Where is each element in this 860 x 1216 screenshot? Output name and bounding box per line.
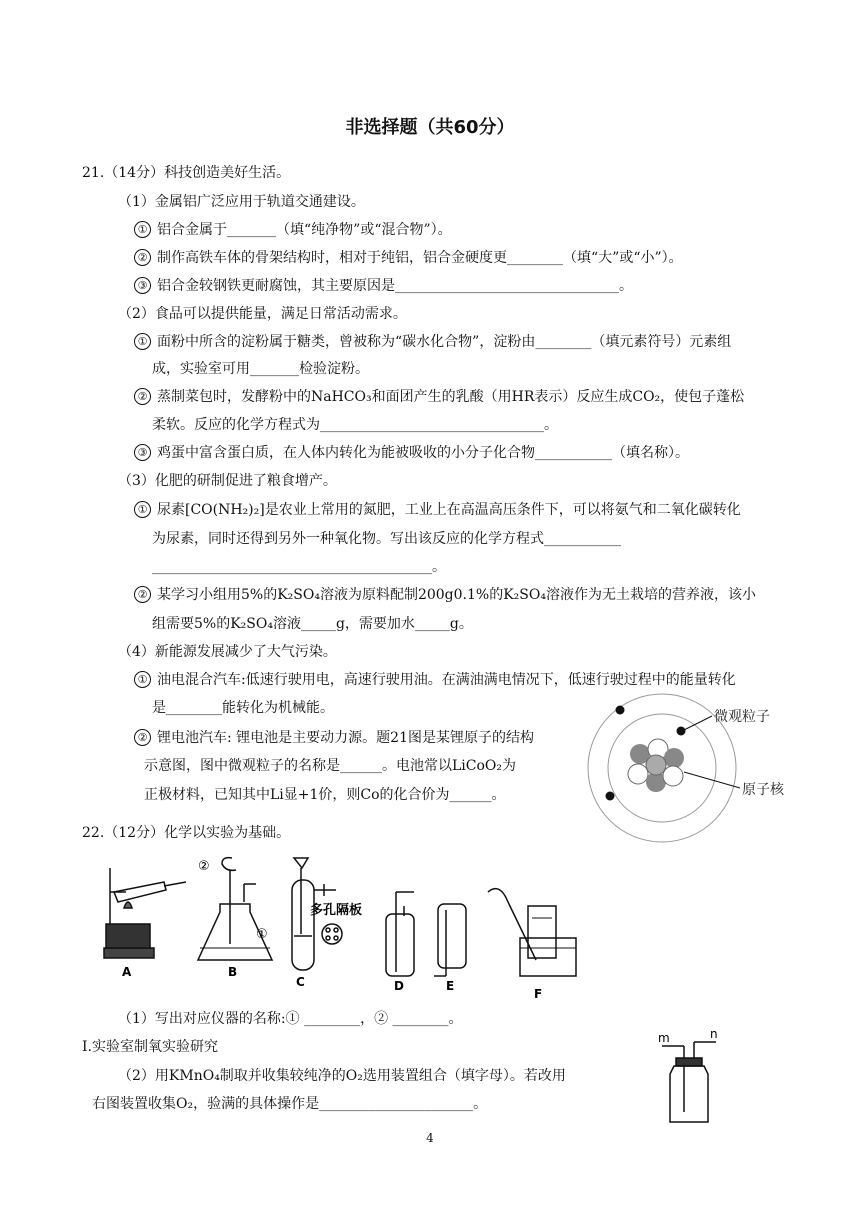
q21-3-1b: 为尿素，同时还得到另外一种氧化物。写出该反应的化学方程式___________ <box>152 531 621 547</box>
apparatus-a <box>104 868 186 958</box>
label-c: C <box>296 975 305 989</box>
gas-bottle-figure <box>656 1027 726 1128</box>
label-f: F <box>534 987 543 1001</box>
q21-4-2b: 示意图，图中微观粒子的名称是______。电池常以LiCoO₂为 <box>144 758 517 774</box>
lithium-atom-diagram <box>570 684 800 844</box>
circle-num-2: ② <box>134 586 151 603</box>
q22-part1: （1）写出对应仪器的名称:① ________，② ________。 <box>118 1011 463 1027</box>
q21-part4: （4）新能源发展减少了大气污染。 <box>118 644 337 660</box>
electron <box>606 792 615 801</box>
apparatus-e <box>434 904 466 976</box>
electron <box>616 706 625 715</box>
q21-4-1b: 是________能转化为机械能。 <box>152 700 334 716</box>
nucleus-pointer <box>684 772 740 788</box>
q21-3-2b: 组需要5%的K₂SO₄溶液_____g，需要加水_____g。 <box>152 616 473 632</box>
q22-heading: 22.（12分）化学以实验为基础。 <box>82 825 291 841</box>
circle-num-1: ① <box>134 221 151 238</box>
circle-num-3: ③ <box>134 277 151 294</box>
label-m: m <box>658 1031 670 1045</box>
mark-2: ② <box>198 859 210 874</box>
circle-num-2: ② <box>134 729 151 746</box>
apparatus-f <box>488 889 576 976</box>
q21-4-1a: ① 油电混合汽车:低速行驶用电，高速行驶用油。在满油满电情况下，低速行驶过程中的能量转化 <box>134 670 736 690</box>
circle-num-3: ③ <box>134 444 151 461</box>
q21-3-2a: ② 某学习小组用5%的K₂SO₄溶液为原料配制200g0.1%的K₂SO₄溶液作为无土栽培的营养液，该小 <box>134 585 756 605</box>
q21-part2: （2）食品可以提供能量，满足日常活动需求。 <box>118 306 407 322</box>
q21-part1: （1）金属铝广泛应用于轨道交通建设。 <box>118 194 365 210</box>
circle-num-1: ① <box>134 501 151 518</box>
label-particle: 微观粒子 <box>714 709 770 725</box>
q21-3-1c: ________________________________________。 <box>152 559 446 575</box>
q21-1-3: ③ 铝合金较钢铁更耐腐蚀，其主要原因是________________________________。 <box>134 276 633 296</box>
q21-4-2c: 正极材料，已知其中Li显+1价，则Co的化合价为______。 <box>144 787 506 803</box>
label-e: E <box>446 979 455 993</box>
q21-3-1a: ① 尿素[CO(NH₂)₂]是农业上常用的氮肥，工业上在高温高压条件下，可以将氨气和二氧化碳转化 <box>134 500 741 520</box>
page-number: 4 <box>426 1131 434 1145</box>
mark-1: ① <box>256 927 268 942</box>
q21-part3: （3）化肥的研制促进了粮食增产。 <box>118 473 337 489</box>
label-nucleus: 原子核 <box>742 782 784 798</box>
q21-1-1: ① 铝合金属于_______（填“纯净物”或“混合物”）。 <box>134 220 452 240</box>
circle-num-1: ① <box>134 333 151 350</box>
q22-section-1: I.实验室制氧实验研究 <box>82 1039 218 1055</box>
label-b: B <box>228 965 238 979</box>
q21-2-3: ③ 鸡蛋中富含蛋白质，在人体内转化为能被吸收的小分子化合物___________（填名称）。 <box>134 443 689 463</box>
circle-num-2: ② <box>134 388 151 405</box>
q22-part2b: 右图装置收集O₂，验满的具体操作是______________________。 <box>92 1096 488 1112</box>
label-d: D <box>394 979 404 993</box>
q22-part2a: （2）用KMnO₄制取并收集较纯净的O₂选用装置组合（填字母）。若改用 <box>118 1068 566 1084</box>
electron <box>677 727 686 736</box>
label-a: A <box>122 965 132 979</box>
q21-4-2a: ② 锂电池汽车: 锂电池是主要动力源。题21图是某锂原子的结构 <box>134 728 534 748</box>
apparatus-d <box>386 892 414 976</box>
apparatus-figure <box>96 852 586 1002</box>
nucleus <box>628 739 684 792</box>
q21-1-2: ② 制作高铁车体的骨架结构时，相对于纯铝，铝合金硬度更________（填“大”或“小”）。 <box>134 248 683 268</box>
q21-2-1b: 成，实验室可用_______检验淀粉。 <box>152 361 369 377</box>
circle-num-2: ② <box>134 249 151 266</box>
porous-plate-label: 多孔隔板 <box>310 903 363 918</box>
q21-2-2a: ② 蒸制菜包时，发酵粉中的NaHCO₃和面团产生的乳酸（用HR表示）反应生成CO₂，使包子蓬松 <box>134 387 744 407</box>
q21-heading: 21.（14分）科技创造美好生活。 <box>82 165 291 181</box>
q21-2-1a: ① 面粉中所含的淀粉属于糖类，曾被称为“碳水化合物”，淀粉由________（填元素符号）元素组 <box>134 332 731 352</box>
circle-num-1: ① <box>134 671 151 688</box>
q21-2-2b: 柔软。反应的化学方程式为________________________________。 <box>152 417 558 433</box>
label-n: n <box>710 1027 718 1041</box>
page-title: 非选择题（共60分） <box>345 117 515 138</box>
